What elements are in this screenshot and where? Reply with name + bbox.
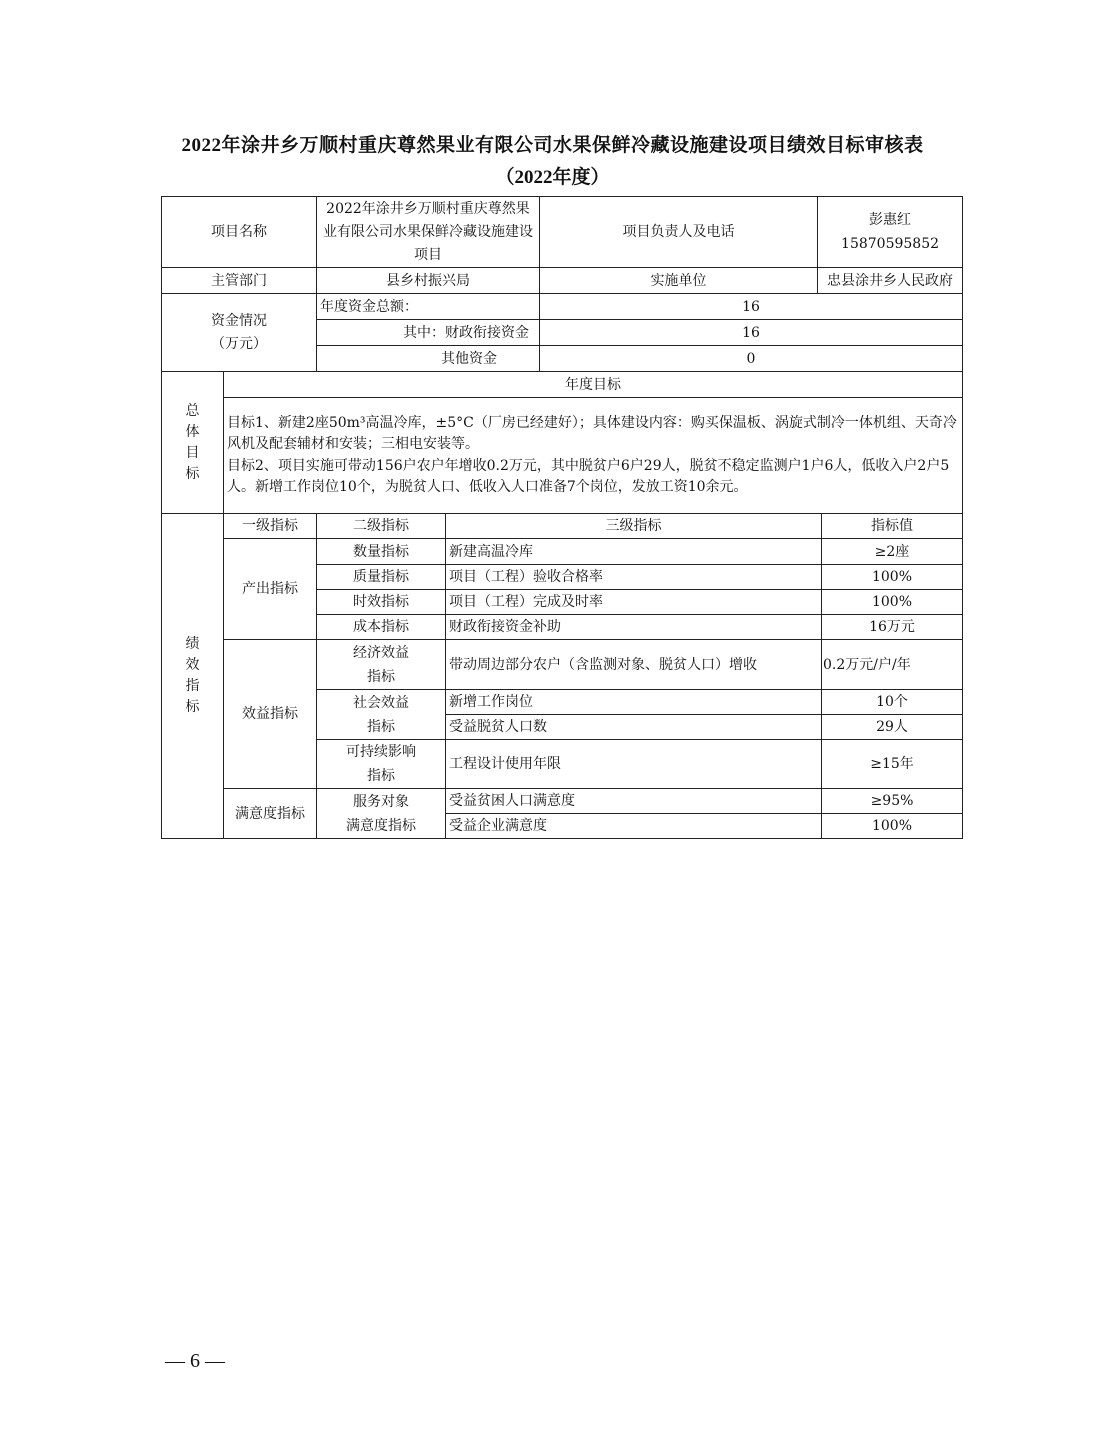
indicators-side-label: 绩 效 指 标 [162, 514, 224, 839]
economic-l2: 经济效益 指标 [317, 640, 446, 690]
sustain-value: ≥15年 [822, 740, 963, 789]
sustain-l3: 工程设计使用年限 [446, 740, 822, 789]
goals-text-row [162, 398, 963, 514]
project-name-row [162, 197, 963, 268]
output-l3: 新建高温冷库 [446, 539, 822, 565]
table-row [162, 789, 963, 814]
project-name-value: 2022年涂井乡万顺村重庆尊然果业有限公司水果保鲜冷藏设施建设项目 [317, 197, 540, 268]
social-value: 29人 [822, 715, 963, 740]
satisfaction-value: 100% [822, 814, 963, 839]
economic-l3: 带动周边部分农户（含监测对象、脱贫人口）增收 [446, 640, 822, 690]
goals-header-row [162, 372, 963, 398]
output-l2: 成本指标 [317, 615, 446, 640]
output-l2: 质量指标 [317, 565, 446, 590]
sustain-l2: 可持续影响 指标 [317, 740, 446, 789]
output-l3: 财政衔接资金补助 [446, 615, 822, 640]
document-year: （2022年度） [495, 167, 610, 188]
economic-value: 0.2万元/户/年 [822, 640, 963, 690]
header-level2: 二级指标 [317, 514, 446, 539]
social-l3: 受益脱贫人口数 [446, 715, 822, 740]
satisfaction-value: ≥95% [822, 789, 963, 814]
satisfaction-label: 满意度指标 [224, 789, 317, 839]
output-l2: 时效指标 [317, 590, 446, 615]
social-value: 10个 [822, 690, 963, 715]
satisfaction-l3: 受益企业满意度 [446, 814, 822, 839]
header-level1: 一级指标 [224, 514, 317, 539]
output-value: 100% [822, 590, 963, 615]
funds-other-value: 0 [540, 346, 963, 372]
output-label: 产出指标 [224, 539, 317, 640]
output-l3: 项目（工程）完成及时率 [446, 590, 822, 615]
output-value: 16万元 [822, 615, 963, 640]
funds-label: 资金情况 （万元） [162, 294, 317, 372]
header-level3: 三级指标 [446, 514, 822, 539]
satisfaction-l2: 服务对象 满意度指标 [317, 789, 446, 839]
funds-total-row [162, 294, 963, 320]
impl-label: 实施单位 [540, 268, 818, 294]
output-value: ≥2座 [822, 539, 963, 565]
contact-label: 项目负责人及电话 [540, 197, 818, 268]
dept-label: 主管部门 [162, 268, 317, 294]
table-row [162, 640, 963, 690]
social-l3: 新增工作岗位 [446, 690, 822, 715]
funds-fiscal-value: 16 [540, 320, 963, 346]
funds-total-value: 16 [540, 294, 963, 320]
page-number: — 6 — [165, 1350, 225, 1372]
goals-header: 年度目标 [224, 372, 963, 398]
funds-other-label: 其他资金 [317, 346, 540, 372]
output-value: 100% [822, 565, 963, 590]
output-l2: 数量指标 [317, 539, 446, 565]
contact-value: 彭惠红 15870595852 [818, 197, 963, 268]
performance-target-table [161, 196, 963, 514]
impl-value: 忠县涂井乡人民政府 [818, 268, 963, 294]
benefit-label: 效益指标 [224, 640, 317, 789]
funds-fiscal-label: 其中：财政衔接资金 [317, 320, 540, 346]
satisfaction-l3: 受益贫困人口满意度 [446, 789, 822, 814]
indicator-header-row [162, 514, 963, 539]
table-row [162, 539, 963, 565]
output-l3: 项目（工程）验收合格率 [446, 565, 822, 590]
social-l2: 社会效益 指标 [317, 690, 446, 740]
goals-side-label: 总 体 目 标 [162, 372, 224, 514]
goals-text: 目标1、新建2座50m³高温冷库，±5°C（厂房已经建好）；具体建设内容：购买保温板、涡旋式制冷一体机组、天奇冷风机及配套辅材和安装；三相电安装等。 目标2、项目实施可带动156户农户年增收0.2万元，其中脱贫户6户29人，脱贫不稳定监测户1户6人，低收入户2户5人。新增工作岗位10个，为脱贫人口、低收入人口准备7个岗位，发放工资10余元。 [224, 398, 963, 514]
project-name-label: 项目名称 [162, 197, 317, 268]
dept-value: 县乡村振兴局 [317, 268, 540, 294]
header-value: 指标值 [822, 514, 963, 539]
funds-total-label: 年度资金总额： [317, 294, 540, 320]
document-title: 2022年涂井乡万顺村重庆尊然果业有限公司水果保鲜冷藏设施建设项目绩效目标审核表 [181, 135, 924, 156]
department-row [162, 268, 963, 294]
indicator-table [161, 513, 963, 839]
